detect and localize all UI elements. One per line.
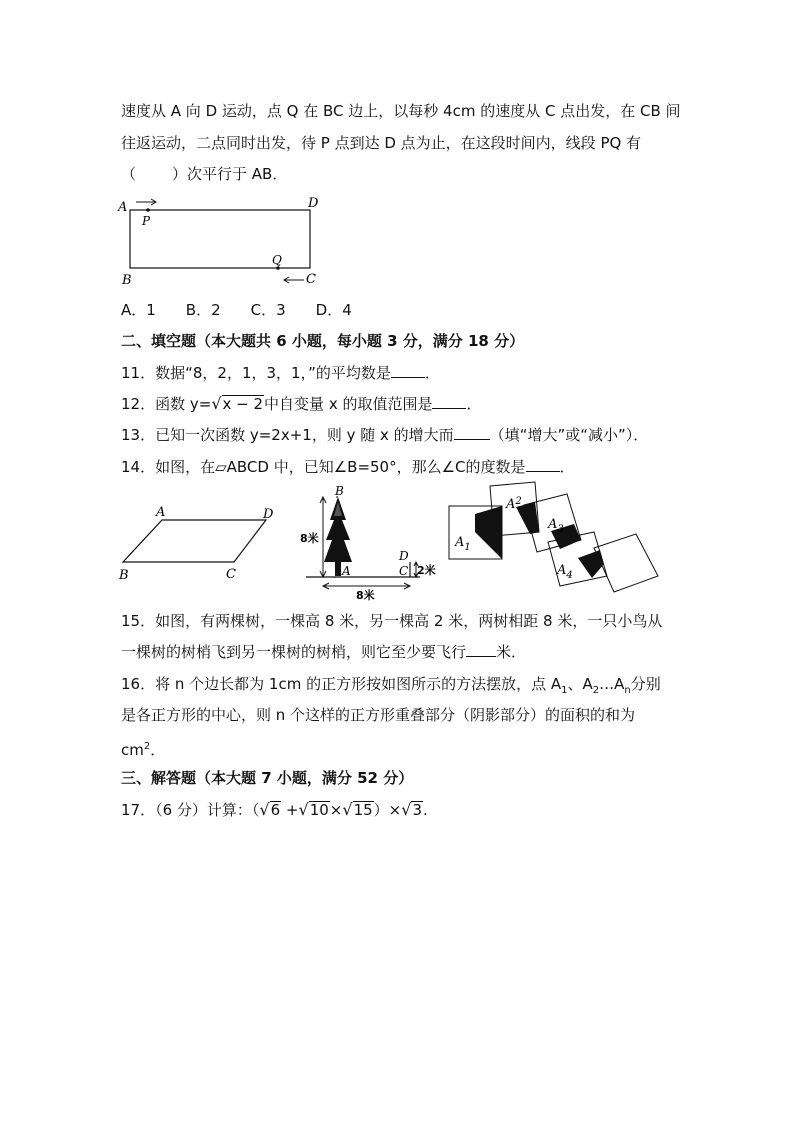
- q11-blank: [391, 363, 425, 378]
- q14-text: 14．如图，在▱ABCD 中，已知∠B=50°，那么∠C的度数是: [121, 458, 526, 476]
- square-label-a1: $A_1$: [455, 535, 471, 553]
- q12-text: 12．函数 y=: [121, 395, 212, 413]
- square-label-a4: $A_4$: [557, 563, 573, 581]
- q16-line2: 是各正方形的中心，则 n 个这样的正方形重叠部分（阴影部分）的面积的和为: [121, 706, 636, 724]
- rectangle-figure: [116, 194, 326, 294]
- tree-height-label: 8米: [300, 532, 319, 545]
- pole-height-label: 2米: [417, 564, 436, 577]
- fig2-label-c: C: [226, 567, 236, 582]
- q11-text: 11．数据“8，2，1，3，1，”的平均数是: [121, 364, 391, 382]
- parallelogram-figure: [116, 500, 286, 590]
- square-label-a3: $A_3$: [548, 517, 564, 535]
- q10-line2: 往返运动，二点同时出发，待 P 点到达 D 点为止，在这段时间内，线段 PQ 有: [121, 134, 642, 152]
- q13: [121, 425, 648, 445]
- fig2-label-b: B: [119, 568, 129, 583]
- q16-text-end: 分别: [630, 675, 661, 693]
- q16-text: 16．将 n 个边长都为 1cm 的正方形按如图所示的方法摆放，点 A: [121, 675, 562, 693]
- q16-subn: n: [624, 685, 631, 696]
- q16-sep2: …A: [599, 675, 625, 693]
- fig1-label-a: A: [118, 200, 128, 215]
- section3-title: 三、解答题（本大题 7 小题，满分 52 分）: [121, 769, 414, 787]
- fig1-label-d: D: [308, 196, 319, 211]
- q17-times: ×: [329, 801, 343, 819]
- q15-line2: [121, 642, 526, 662]
- q17-end: .: [423, 801, 428, 819]
- q16-line1: [121, 674, 661, 701]
- q13-end: （填“增大”或“减小”）．: [489, 426, 649, 444]
- q10-options: A．1 B．2 C．3 D．4: [121, 301, 352, 319]
- q12-text2: 中自变量 x 的取值范围是: [264, 395, 433, 413]
- q17-radicand-2: 10: [309, 801, 329, 819]
- tree-label-d: D: [399, 549, 409, 563]
- fig1-label-q: Q: [272, 253, 282, 267]
- q16-sep1: 、A: [567, 675, 593, 693]
- tree-label-b: B: [335, 484, 344, 498]
- trees-figure: [298, 482, 438, 606]
- fig1-label-p: P: [142, 214, 151, 228]
- q10-line3: [121, 164, 287, 184]
- q17-close: ）×: [373, 801, 402, 819]
- q16-unit: cm: [121, 741, 144, 759]
- q11-end: ．: [424, 364, 440, 382]
- fig2-label-d: D: [263, 507, 274, 522]
- fig1-label-c: C: [306, 272, 316, 287]
- fig1-label-b: B: [122, 273, 132, 288]
- q17-radicand-3: 15: [353, 801, 373, 819]
- q16-sub2: 2: [592, 685, 600, 696]
- q10-line1: 速度从 A 向 D 运动，点 Q 在 BC 边上，以每秒 4cm 的速度从 C 点出发，在 CB 间: [121, 102, 681, 120]
- distance-label: 8米: [356, 589, 375, 602]
- q10-paren-open: （: [121, 165, 137, 183]
- q15-blank: [466, 642, 496, 657]
- q12-end: ．: [466, 395, 482, 413]
- q12: 12．函数 y=√x − 2中自变量 x 的取值范围是 ．: [121, 394, 482, 413]
- q16-line3: [121, 737, 165, 760]
- tree-label-a: A: [342, 564, 351, 578]
- q12-radicand: x − 2: [222, 395, 264, 413]
- q11: [121, 363, 440, 383]
- tree-label-c: C: [399, 564, 409, 578]
- q10-paren-close: ）次平行于 AB．: [172, 165, 288, 183]
- q14-end: ．: [559, 458, 575, 476]
- q16-end: ．: [150, 741, 166, 759]
- q15-text: 一棵树的树梢飞到另一棵树的树梢，则它至少要飞行: [121, 643, 467, 661]
- q17-radicand-4: 3: [412, 801, 422, 819]
- q13-text: 13．已知一次函数 y=2x+1，则 y 随 x 的增大而: [121, 426, 454, 444]
- square-label-a2: $A^2$: [506, 496, 522, 512]
- q15-line1: 15．如图，有两棵树，一棵高 8 米，另一棵高 2 米，两树相距 8 米，一只小鸟从: [121, 612, 663, 630]
- q15-end: 米．: [496, 643, 527, 661]
- q14-blank: [526, 457, 560, 472]
- squares-figure: [444, 480, 664, 604]
- q17-radicand-1: 6: [270, 801, 281, 819]
- fig2-label-a: A: [156, 505, 166, 520]
- q17: 17．（6 分）计算：（√6 +√10×√15）×√3.: [121, 800, 428, 819]
- q16-sub1: 1: [561, 685, 568, 696]
- section2-title: 二、填空题（本大题共 6 小题，每小题 3 分，满分 18 分）: [121, 332, 525, 350]
- q14: [121, 457, 575, 477]
- q17-text: 17．（6 分）计算：（: [121, 801, 260, 819]
- q16-unit-sup: 2: [143, 741, 151, 752]
- q13-blank: [454, 425, 490, 440]
- q12-blank: [432, 394, 466, 409]
- q17-plus: +: [281, 801, 299, 819]
